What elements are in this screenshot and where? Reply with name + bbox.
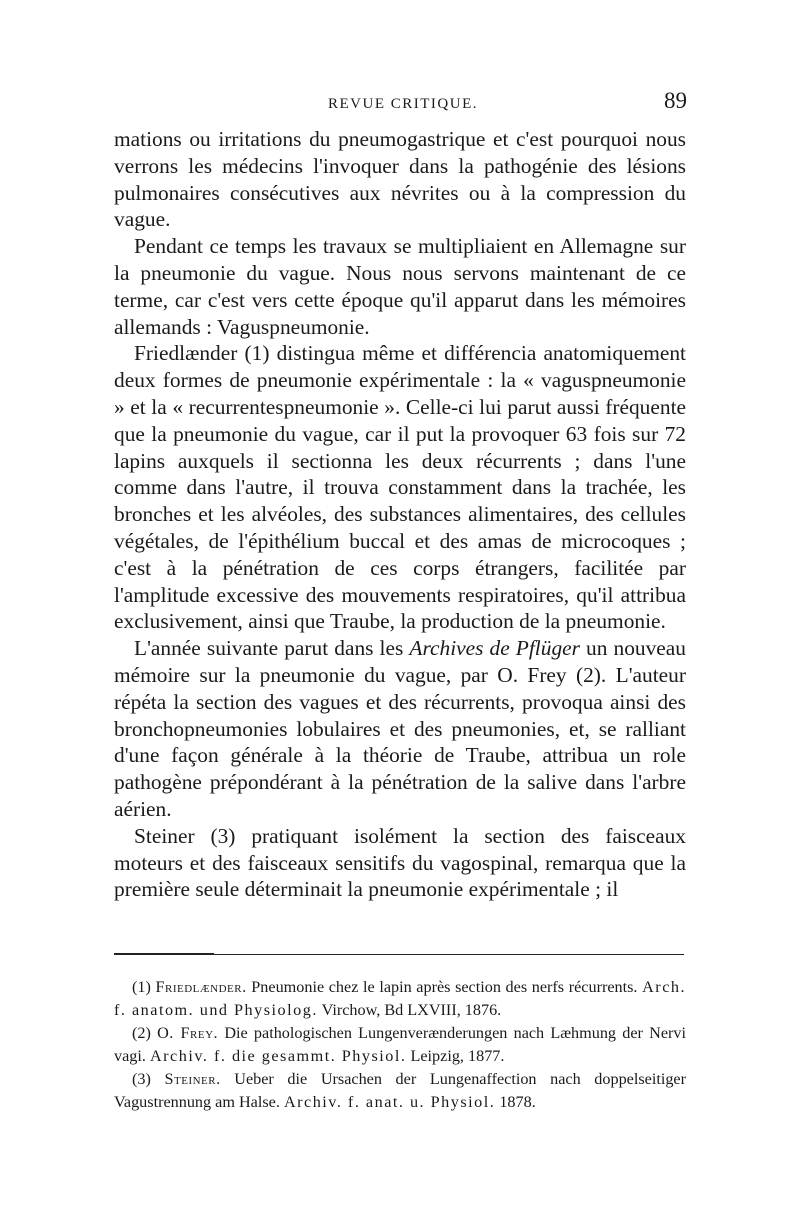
footnote-divider bbox=[114, 954, 684, 955]
paragraph-4-end: un nouveau mémoire sur la pneumonie du vague, par O. Frey (2). L'auteur répéta la section des vagues et des récurrents, provoqua ainsi des bronchopneumonies lobulaires et des pneumonies, et, se ralliant d'une façon générale à la théorie de Traube, attribua un role pathogène prépondérant à la pénétration de la salive dans l'arbre aérien. bbox=[114, 636, 686, 821]
footnote-author: Steiner. bbox=[164, 1070, 221, 1088]
footnote-tail: Leipzig, 1877. bbox=[406, 1046, 505, 1065]
footnote-text: Ueber die Ursachen der Lungenaffection nach doppelseitiger Vagustrennung am Halse. bbox=[114, 1070, 687, 1111]
paragraph-4-start: L'année suivante parut dans les bbox=[134, 636, 410, 661]
running-head bbox=[0, 90, 800, 122]
body-text bbox=[114, 126, 686, 903]
footnote-journal: Archiv. f. anat. u. Physiol. bbox=[283, 1092, 496, 1111]
footnote-tail: Virchow, Bd LXVIII, 1876. bbox=[317, 1000, 502, 1019]
footnote-tail: 1878. bbox=[495, 1092, 536, 1111]
paragraph-2: Pendant ce temps les travaux se multipliaient en Allemagne sur la pneumonie du vague. Nous nous servons maintenant de ce terme, car c'est vers cette époque qu'il apparut dans les mémoires allemands : Vaguspneumonie. bbox=[114, 234, 686, 339]
footnote-2 bbox=[114, 1022, 686, 1067]
footnote-marker: (1) bbox=[132, 978, 151, 996]
footnote-divider-thick bbox=[114, 953, 214, 955]
footnotes bbox=[114, 976, 686, 1114]
page-number: 89 bbox=[664, 88, 687, 113]
footnote-author: Friedlænder. bbox=[155, 978, 247, 996]
footnote-text: Pneumonie chez le lapin après section des nerfs récurrents. bbox=[246, 978, 643, 996]
running-title: REVUE CRITIQUE. bbox=[328, 96, 478, 112]
footnote-1 bbox=[114, 976, 686, 1021]
footnote-3 bbox=[114, 1068, 686, 1113]
paragraph-3: Friedlænder (1) distingua même et différencia anatomiquement deux formes de pneumonie expérimentale : la « vaguspneumonie » et la « recurrentespneumonie ». Celle-ci lui parut aussi fréquente que la pneumonie du vague, car il put la provoquer 63 fois sur 72 lapins auxquels il sectionna les deux récurrents ; dans l'une comme dans l'autre, il trouva constamment dans la trachée, les bronches et les alvéoles, des substances alimentaires, des cellules végétales, de l'épithélium buccal et des amas de microcoques ; c'est à la pénétration de ces corps étrangers, facilitée par l'amplitude excessive des mouvements respiratoires, qu'il attribua exclusivement, ainsi que Traube, la production de la pneumonie. bbox=[114, 341, 686, 634]
footnote-journal: Archiv. f. die gesammt. Physiol. bbox=[149, 1046, 407, 1065]
footnote-author: O. Frey. bbox=[157, 1024, 219, 1042]
footnote-marker: (3) bbox=[132, 1070, 151, 1088]
paragraph-5: Steiner (3) pratiquant isolément la section des faisceaux moteurs et des faisceaux sensitifs du vagospinal, remarqua que la première seule déterminait la pneumonie expérimentale ; il bbox=[114, 823, 686, 902]
paragraph-1: mations ou irritations du pneumogastrique et c'est pourquoi nous verrons les médecins l'invoquer dans la pathogénie des lésions pulmonaires consécutives aux névrites ou à la compression du vague. bbox=[114, 127, 686, 232]
footnote-text: Die pathologischen Lungenverænderungen nach Læhmung der Nervi vagi. bbox=[114, 1024, 686, 1065]
journal-title-italic: Archives de Pflüger bbox=[409, 636, 580, 661]
footnote-journal: Arch. f. anatom. und Physiolog. bbox=[114, 978, 687, 1019]
footnote-marker: (2) bbox=[132, 1024, 151, 1042]
paragraph-4 bbox=[114, 635, 686, 823]
